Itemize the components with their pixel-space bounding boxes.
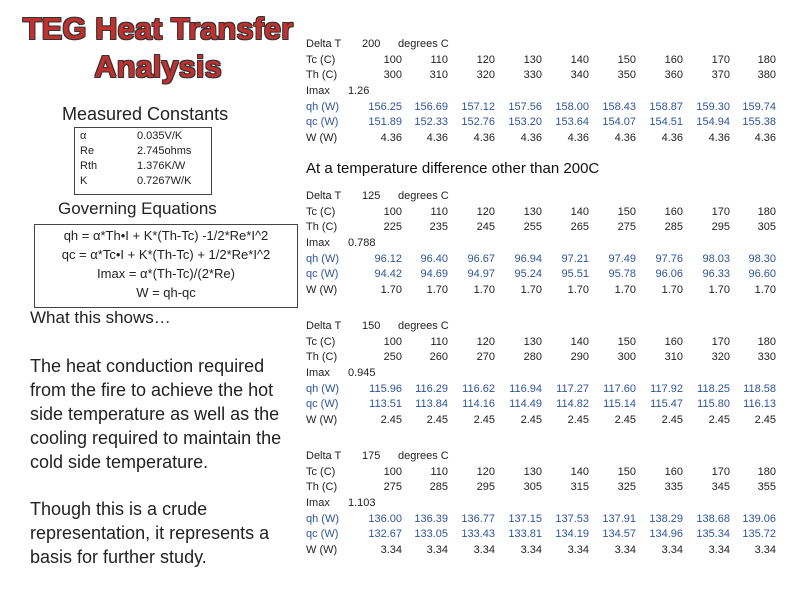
cell-qc: 133.43 [461,528,495,540]
cell-w: 2.45 [473,414,495,426]
cell-th: 340 [570,69,589,81]
cell-w: 1.70 [380,284,402,296]
row-label-qh: qh (W) [306,253,339,265]
cell-qh: 158.43 [602,101,636,113]
cell-th: 325 [617,481,636,493]
cell-th: 350 [617,69,636,81]
cell-w: 2.45 [426,414,448,426]
cell-qh: 98.03 [702,253,730,265]
cell-th: 295 [711,221,730,233]
cell-w: 1.70 [520,284,542,296]
cell-th: 245 [476,221,495,233]
cell-tc: 140 [570,466,589,478]
cell-th: 235 [429,221,448,233]
data-table [306,320,786,432]
cell-w: 3.34 [614,544,636,556]
row-label-qc: qc (W) [306,528,339,540]
cell-th: 265 [570,221,589,233]
row-label-qh: qh (W) [306,513,339,525]
unit-label: degrees C [398,450,449,462]
cell-w: 1.70 [661,284,683,296]
cell-tc: 110 [430,206,448,218]
cell-w: 1.70 [567,284,589,296]
cell-tc: 120 [476,54,495,66]
constants-box [74,127,212,195]
cell-qc: 115.47 [650,398,683,410]
cell-th: 355 [757,481,776,493]
cell-qc: 151.89 [368,116,402,128]
cell-qc: 153.64 [555,116,589,128]
cell-qh: 116.94 [509,383,542,395]
cell-tc: 120 [476,466,495,478]
cell-qc: 113.84 [415,398,448,410]
cell-qh: 158.87 [649,101,683,113]
cell-qc: 134.96 [649,528,683,540]
row-label-tc: Tc (C) [306,336,336,348]
cell-tc: 150 [617,336,636,348]
cell-qc: 155.38 [742,116,776,128]
cell-qh: 96.12 [374,253,402,265]
cell-w: 4.36 [567,132,589,144]
cell-qh: 116.62 [462,383,495,395]
what-this-shows-heading: What this shows… [30,308,171,327]
cell-qh: 97.76 [655,253,683,265]
cell-qc: 94.42 [374,268,402,280]
cell-th: 335 [664,481,683,493]
delta-t-value: 175 [362,450,381,462]
row-label-th: Th (C) [306,351,338,363]
cell-th: 370 [711,69,730,81]
cell-qc: 95.24 [514,268,542,280]
cell-qh: 136.39 [414,513,448,525]
cell-w: 3.34 [661,544,683,556]
cell-qh: 159.30 [696,101,730,113]
cell-qc: 95.51 [561,268,589,280]
cell-th: 320 [476,69,495,81]
cell-w: 2.45 [614,414,636,426]
cell-qh: 97.49 [608,253,636,265]
cell-qc: 96.33 [702,268,730,280]
cell-tc: 130 [523,336,542,348]
cell-qc: 95.78 [608,268,636,280]
cell-qh: 156.25 [368,101,402,113]
cell-w: 3.34 [708,544,730,556]
cell-qc: 96.60 [748,268,776,280]
cell-qc: 113.51 [369,398,402,410]
unit-label: degrees C [398,38,449,50]
cell-w: 2.45 [754,414,776,426]
row-label-qc: qc (W) [306,268,339,280]
row-label-w: W (W) [306,544,338,556]
cell-qc: 152.33 [414,116,448,128]
cell-w: 1.70 [426,284,448,296]
cell-qc: 94.69 [420,268,448,280]
row-label-w: W (W) [306,132,338,144]
cell-qh: 137.91 [602,513,636,525]
constant-value: 0.7267W/K [137,175,192,187]
cell-tc: 100 [383,206,402,218]
cell-tc: 140 [570,336,589,348]
constant-row [75,160,211,175]
conclusion-paragraph: Though this is a crude representation, it represents a basis for further study. [30,499,270,567]
cell-qc: 114.82 [556,398,589,410]
cell-tc: 160 [664,336,683,348]
cell-tc: 140 [570,54,589,66]
cell-qh: 117.60 [603,383,636,395]
row-label-delta: Delta T [306,38,342,50]
equation-imax: Imax = α*(Th-Tc)/(2*Re) [97,266,235,281]
row-label-imax: Imax [306,367,330,379]
cell-qh: 115.96 [369,383,402,395]
constant-value: 2.745ohms [137,145,192,157]
row-label-delta: Delta T [306,450,342,462]
cell-th: 290 [570,351,589,363]
cell-qc: 115.14 [603,398,636,410]
cell-w: 4.36 [614,132,636,144]
constant-row [75,145,211,160]
cell-w: 4.36 [754,132,776,144]
cell-qc: 154.07 [602,116,636,128]
cell-th: 300 [383,69,402,81]
cell-tc: 180 [757,54,776,66]
cell-w: 2.45 [520,414,542,426]
cell-qc: 114.49 [509,398,542,410]
cell-tc: 150 [617,54,636,66]
cell-tc: 170 [711,336,730,348]
constant-symbol: K [80,175,88,187]
cell-qh: 136.77 [461,513,495,525]
row-label-qc: qc (W) [306,398,339,410]
data-table [306,190,786,302]
cell-th: 285 [664,221,683,233]
cell-qc: 152.76 [461,116,495,128]
cell-th: 250 [383,351,402,363]
measured-constants-heading: Measured Constants [62,104,229,124]
cell-tc: 120 [476,206,495,218]
cell-qh: 156.69 [414,101,448,113]
data-table [306,450,786,562]
cell-qh: 136.00 [368,513,402,525]
cell-qh: 157.12 [461,101,495,113]
cell-th: 255 [523,221,542,233]
cell-tc: 130 [523,54,542,66]
cell-tc: 100 [383,466,402,478]
cell-th: 330 [523,69,542,81]
cell-th: 360 [664,69,683,81]
page-title: TEG Heat Transfer Analysis [22,11,294,84]
cell-qh: 117.27 [556,383,589,395]
cell-tc: 180 [757,206,776,218]
governing-equations-heading: Governing Equations [58,199,217,218]
cell-th: 310 [429,69,448,81]
cell-qh: 96.67 [467,253,495,265]
cell-w: 2.45 [661,414,683,426]
row-label-delta: Delta T [306,190,342,202]
cell-th: 280 [523,351,542,363]
cell-w: 3.34 [426,544,448,556]
cell-qc: 153.20 [508,116,542,128]
cell-qh: 137.15 [508,513,542,525]
cell-w: 1.70 [614,284,636,296]
cell-tc: 150 [617,466,636,478]
row-label-qh: qh (W) [306,101,339,113]
constant-row [75,175,211,190]
cell-qh: 96.40 [420,253,448,265]
cell-w: 3.34 [754,544,776,556]
cell-qh: 158.00 [555,101,589,113]
cell-th: 225 [383,221,402,233]
cell-th: 260 [429,351,448,363]
cell-tc: 160 [664,466,683,478]
data-table [306,38,786,150]
cell-w: 2.45 [380,414,402,426]
cell-th: 320 [711,351,730,363]
cell-tc: 180 [757,466,776,478]
cell-th: 310 [664,351,683,363]
cell-w: 3.34 [520,544,542,556]
delta-t-value: 150 [362,320,381,332]
constant-value: 1.376K/W [137,160,186,172]
cell-w: 4.36 [661,132,683,144]
row-label-imax: Imax [306,85,330,97]
cell-qh: 118.25 [697,383,730,395]
cell-tc: 140 [570,206,589,218]
cell-w: 4.36 [708,132,730,144]
row-label-tc: Tc (C) [306,54,336,66]
row-label-th: Th (C) [306,481,338,493]
cell-th: 295 [476,481,495,493]
cell-tc: 100 [383,336,402,348]
row-label-qc: qc (W) [306,116,339,128]
constant-symbol: α [80,130,87,142]
cell-tc: 120 [476,336,495,348]
cell-qh: 139.06 [742,513,776,525]
cell-qc: 154.51 [649,116,683,128]
cell-th: 275 [617,221,636,233]
cell-th: 345 [711,481,730,493]
cell-qh: 118.58 [743,383,776,395]
row-label-imax: Imax [306,497,330,509]
cell-th: 380 [757,69,776,81]
cell-qc: 116.13 [743,398,776,410]
cell-qh: 138.29 [649,513,683,525]
unit-label: degrees C [398,190,449,202]
row-label-tc: Tc (C) [306,206,336,218]
row-label-th: Th (C) [306,69,338,81]
cell-th: 300 [617,351,636,363]
imax-value: 1.103 [348,497,376,509]
row-label-w: W (W) [306,414,338,426]
cell-th: 330 [757,351,776,363]
cell-th: 270 [476,351,495,363]
row-label-delta: Delta T [306,320,342,332]
row-label-qh: qh (W) [306,383,339,395]
cell-qh: 137.53 [555,513,589,525]
row-label-imax: Imax [306,237,330,249]
cell-th: 285 [429,481,448,493]
cell-qh: 96.94 [514,253,542,265]
cell-qc: 135.34 [696,528,730,540]
cell-w: 3.34 [380,544,402,556]
cell-w: 3.34 [567,544,589,556]
constant-symbol: Re [80,145,95,157]
delta-t-value: 200 [362,38,381,50]
cell-w: 2.45 [567,414,589,426]
cell-qh: 157.56 [508,101,542,113]
cell-qc: 133.05 [414,528,448,540]
equations-box [34,224,298,308]
cell-th: 315 [570,481,589,493]
delta-t-value: 125 [362,190,381,202]
cell-tc: 160 [664,54,683,66]
cell-th: 275 [383,481,402,493]
cell-qc: 94.97 [467,268,495,280]
cell-tc: 180 [757,336,776,348]
cell-qc: 114.16 [462,398,495,410]
cell-tc: 110 [430,54,448,66]
cell-qc: 134.19 [555,528,589,540]
cell-qc: 96.06 [655,268,683,280]
cell-qc: 133.81 [508,528,542,540]
cell-tc: 130 [523,206,542,218]
equation-qh: qh = α*Th•I + K*(Th-Tc) -1/2*Re*I^2 [63,228,269,243]
constant-symbol: Rth [80,160,98,172]
cell-qc: 135.72 [742,528,776,540]
cell-th: 305 [757,221,776,233]
cell-qh: 159.74 [742,101,776,113]
row-label-tc: Tc (C) [306,466,336,478]
cell-qc: 132.67 [368,528,402,540]
cell-qh: 138.68 [696,513,730,525]
cell-w: 1.70 [754,284,776,296]
cell-qc: 134.57 [602,528,636,540]
cell-th: 305 [523,481,542,493]
cell-tc: 170 [711,206,730,218]
unit-label: degrees C [398,320,449,332]
cell-w: 1.70 [708,284,730,296]
cell-tc: 160 [664,206,683,218]
cell-tc: 170 [711,466,730,478]
imax-value: 0.788 [348,237,376,249]
row-label-w: W (W) [306,284,338,296]
row-label-th: Th (C) [306,221,338,233]
cell-w: 1.70 [473,284,495,296]
equation-qc: qc = α*Tc•I + K*(Th-Tc) + 1/2*Re*I^2 [61,247,271,262]
section-title: At a temperature difference other than 200C [306,160,600,177]
cell-w: 3.34 [473,544,495,556]
constant-row [75,130,211,145]
cell-qh: 97.21 [561,253,589,265]
cell-w: 4.36 [426,132,448,144]
cell-tc: 100 [383,54,402,66]
cell-w: 4.36 [380,132,402,144]
imax-value: 1.26 [348,85,370,97]
cell-qh: 116.29 [415,383,448,395]
equation-w: W = qh-qc [136,285,196,300]
cell-w: 4.36 [473,132,495,144]
cell-qc: 154.94 [696,116,730,128]
cell-qc: 115.80 [697,398,730,410]
cell-w: 4.36 [520,132,542,144]
cell-tc: 130 [523,466,542,478]
imax-value: 0.945 [348,367,376,379]
cell-tc: 170 [711,54,730,66]
cell-qh: 98.30 [748,253,776,265]
cell-qh: 117.92 [650,383,683,395]
cell-w: 2.45 [708,414,730,426]
explanation-paragraph: The heat conduction required from the fire to achieve the hot side temperature as well as the cooling required to maintain the cold side temperature. [30,356,282,472]
cell-tc: 110 [430,336,448,348]
cell-tc: 110 [430,466,448,478]
constant-value: 0.035V/K [137,130,183,142]
cell-tc: 150 [617,206,636,218]
